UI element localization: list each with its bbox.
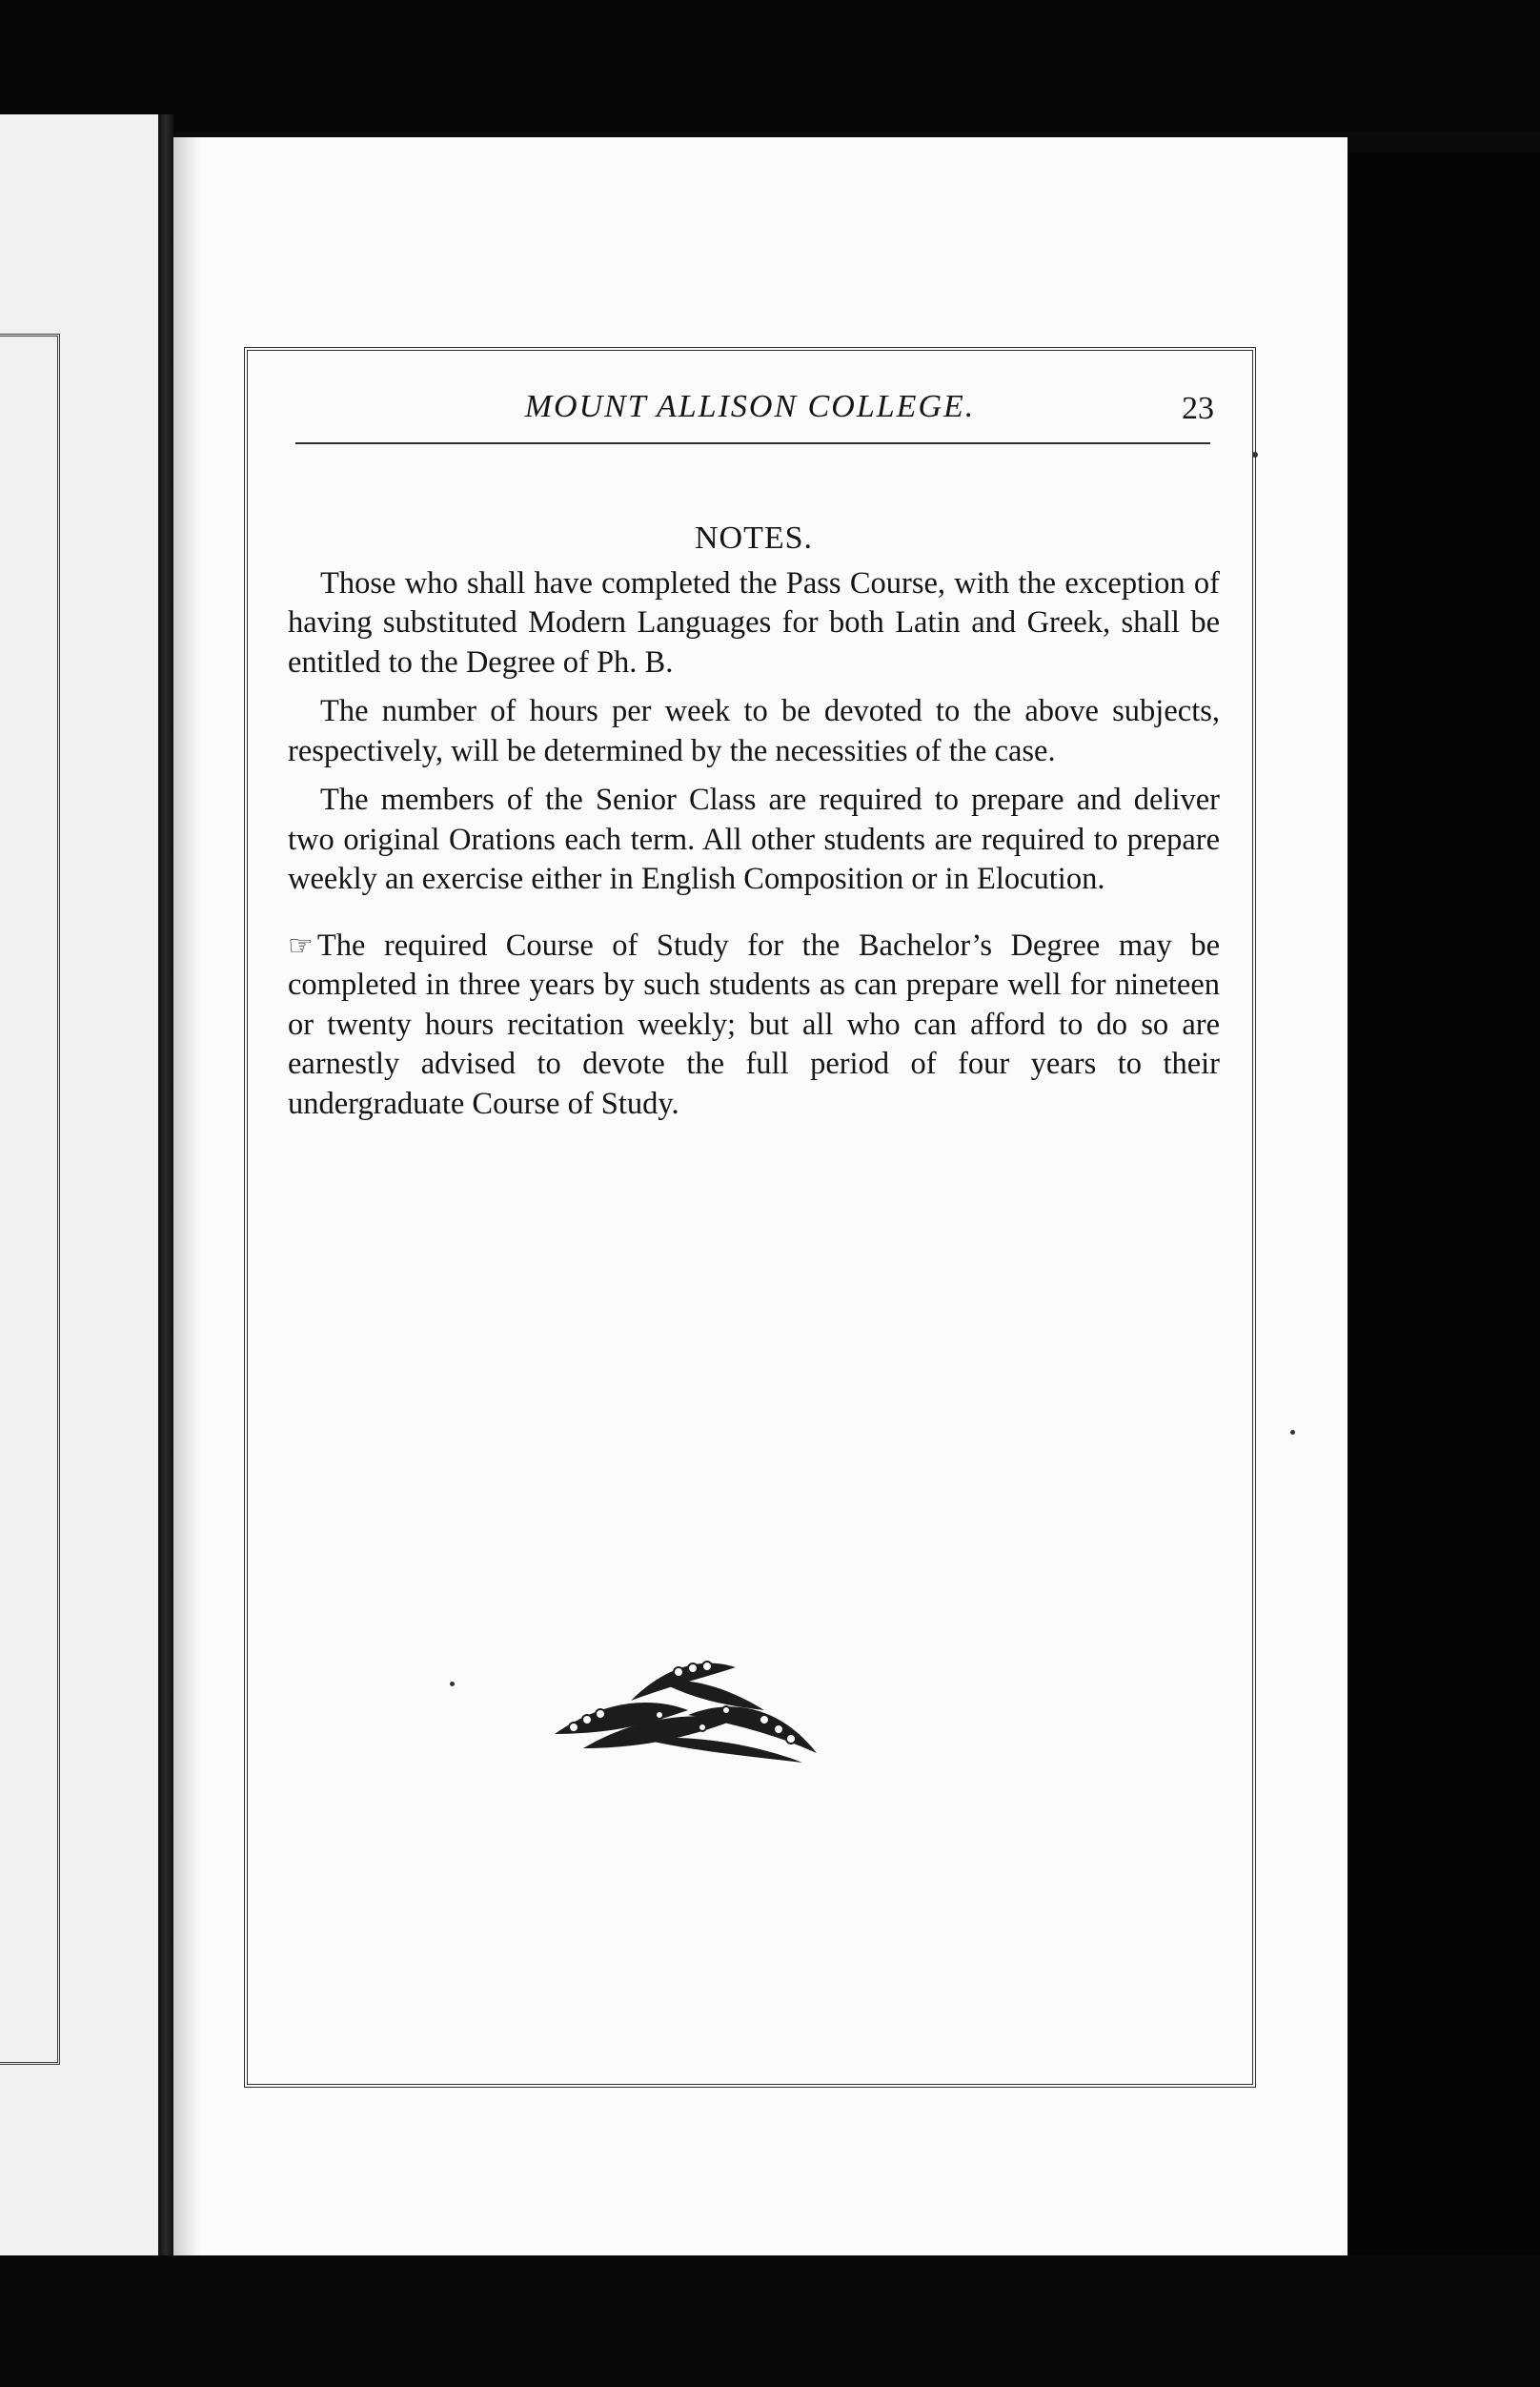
notes-section xyxy=(288,519,1220,1133)
running-title: MOUNT ALLISON COLLEGE. xyxy=(524,389,976,424)
course-of-study-text: The required Course of Study for the Bachelor’s Degree may be completed in three years by such students as can prepare well for nineteen or twenty hours recitation weekly; but all who can afford to do so are earnestly advised to devote the full period of four years to their undergraduate Course of Study. xyxy=(288,928,1220,1121)
scan-speck xyxy=(1290,1430,1295,1435)
note-paragraph-course-of-study xyxy=(288,927,1220,1125)
page-number: 23 xyxy=(1182,391,1214,426)
adjacent-page-frame xyxy=(0,334,60,2065)
head-rule xyxy=(295,442,1210,444)
book-page xyxy=(173,137,1348,2259)
scan-top-border xyxy=(0,0,1540,132)
adjacent-page-edge xyxy=(0,114,158,2261)
note-paragraph-2: The number of hours per week to be devoted to the above subjects, respectively, will be determined by the necessities of the case. xyxy=(288,694,1220,768)
pointing-hand-icon: ☞ xyxy=(288,929,314,962)
lily-of-the-valley-ornament-icon xyxy=(545,1643,821,1767)
running-head xyxy=(297,389,1214,446)
note-paragraph-3: The members of the Senior Class are required to prepare and deliver two original Orations each term. All other students are required to prepare weekly an exercise either in English Composition or in Elocution. xyxy=(288,783,1220,896)
scan-bottom-border xyxy=(0,2255,1540,2387)
scan-speck xyxy=(450,1682,455,1686)
note-paragraph-1: Those who shall have completed the Pass Course, with the exception of having substituted Modern Languages for both Latin and Greek, shall be entitled to the Degree of Ph. B. xyxy=(288,565,1220,680)
scan-right-border xyxy=(1348,153,1540,2255)
book-gutter xyxy=(158,114,173,2261)
notes-heading: NOTES. xyxy=(694,520,814,556)
scan-speck xyxy=(1252,452,1258,458)
